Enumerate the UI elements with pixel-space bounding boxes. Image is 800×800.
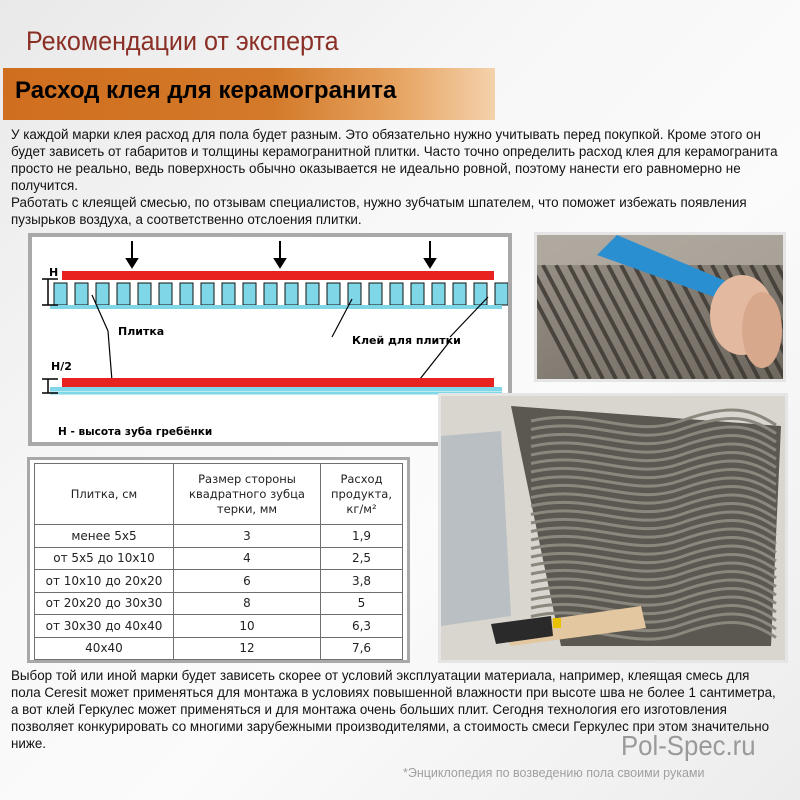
consumption-table-frame bbox=[27, 457, 410, 663]
table-row bbox=[35, 570, 403, 593]
table-row bbox=[35, 592, 403, 615]
label-h: H bbox=[49, 266, 59, 279]
table-header-row bbox=[35, 464, 403, 525]
consumption-table bbox=[34, 463, 403, 660]
glue-layer-bottom bbox=[50, 387, 502, 391]
intro-text bbox=[11, 126, 791, 228]
table-cell: от 10х10 до 20х20 bbox=[35, 570, 174, 593]
table-cell: 6,3 bbox=[321, 615, 403, 638]
table-cell: от 30х30 до 40х40 bbox=[35, 615, 174, 638]
pressure-arrows bbox=[127, 241, 435, 267]
tile-top bbox=[62, 271, 494, 280]
table-cell: 4 bbox=[174, 547, 321, 570]
title-banner bbox=[3, 68, 495, 120]
table-cell: от 20х20 до 30х30 bbox=[35, 592, 174, 615]
table-row bbox=[35, 525, 403, 548]
tile-bottom bbox=[62, 378, 494, 387]
table-cell: 3 bbox=[174, 525, 321, 548]
table-cell: 7,6 bbox=[321, 637, 403, 660]
outro-paragraph-1: Выбор той или иной марки будет зависеть скорее от условий эксплуатации материала, например, клеящая смесь для пола Ceresit может применяться для монтажа в условиях повышенной влажности при высоте шва не более 1 сантиметра, а вот клей Геркулес может применяться и для монтажа очень больших плит. Сегодня технология его изготовления позволяет конкурировать со многими зарубежными производителями, а стоимость смеси Геркулес при этом значительно ниже. bbox=[11, 668, 776, 751]
table-row bbox=[35, 637, 403, 660]
table-cell: 12 bbox=[174, 637, 321, 660]
glue-spread-photo-icon bbox=[441, 396, 785, 660]
table-cell: 40х40 bbox=[35, 637, 174, 660]
table-cell: 2,5 bbox=[321, 547, 403, 570]
table-cell: 6 bbox=[174, 570, 321, 593]
intro-paragraph-2: Работать с клеящей смесью, по отзывам специалистов, нужно зубчатым шпателем, что поможет избежать появления пузырьков воздуха, а соответственно отслоения плитки. bbox=[11, 195, 747, 227]
intro-paragraph-1: У каждой марки клея расход для пола будет разным. Это обязательно нужно учитывать перед покупкой. Кроме этого он будет зависеть от габаритов и толщины керамогранитной плитки. Часто точно определить расход клея для керамогранита просто не реально, ведь поверхность обычно оказывается не идеально ровной, поэтому нанести его равномерно не получится. bbox=[11, 127, 778, 193]
glue-spread-photo bbox=[438, 393, 788, 663]
table-cell: 1,9 bbox=[321, 525, 403, 548]
table-cell: 5 bbox=[321, 592, 403, 615]
trowel-photo bbox=[534, 232, 786, 382]
label-tile: Плитка bbox=[118, 325, 165, 338]
label-glue: Клей для плитки bbox=[352, 334, 461, 347]
table-cell: 3,8 bbox=[321, 570, 403, 593]
table-row bbox=[35, 615, 403, 638]
trowel-photo-icon bbox=[537, 235, 783, 379]
table-cell: 10 bbox=[174, 615, 321, 638]
diagram-svg bbox=[32, 237, 508, 442]
site-watermark: Pol-Spec.ru bbox=[621, 730, 756, 761]
table-cell: менее 5х5 bbox=[35, 525, 174, 548]
glue-ribs-top bbox=[54, 283, 508, 305]
banner-title: Расход клея для керамогранита bbox=[15, 77, 397, 104]
table-cell: 8 bbox=[174, 592, 321, 615]
table-header-tile: Плитка, см bbox=[35, 464, 174, 525]
footnote: *Энциклопедия по возведению пола своими руками bbox=[403, 766, 705, 780]
table-row bbox=[35, 547, 403, 570]
table-header-consumption: Расход продукта, кг/м² bbox=[321, 464, 403, 525]
table-cell: от 5х5 до 10х10 bbox=[35, 547, 174, 570]
page-title: Рекомендации от эксперта bbox=[26, 26, 339, 56]
diagram-caption: H - высота зуба гребёнки bbox=[58, 426, 213, 438]
table-header-tooth: Размер стороны квадратного зубца терки, мм bbox=[174, 464, 321, 525]
label-h2: H/2 bbox=[51, 360, 72, 373]
